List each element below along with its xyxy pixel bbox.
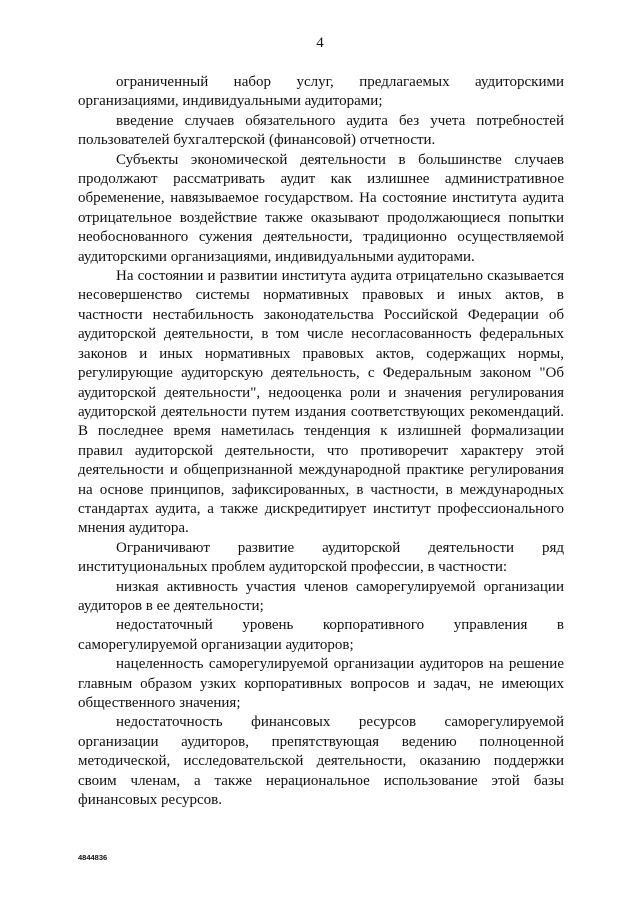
paragraph-institutional-problems: Ограничивают развитие аудиторской деятельности ряд институциональных проблем аудиторской профессии, в частности: [78,539,564,576]
paragraph-mandatory-audit: введение случаев обязательного аудита без учета потребностей пользователей бухгалтерской (финансовой) отчетности. [78,112,564,149]
paragraph-low-activity: низкая активность участия членов саморегулируемой организации аудиторов в ее деятельности; [78,578,564,614]
paragraph-financial-resources: недостаточность финансовых ресурсов саморегулируемой организации аудиторов, препятствующая ведению полноценной методической, исследовательской деятельности, оказанию поддержки своим членам, а также нерациональное использование этой базы финансовых ресурсов. [78,714,564,809]
paragraph-limited-services: ограниченный набор услуг, предлагаемых аудиторскими организациями, индивидуальными аудиторами; [78,74,564,110]
paragraph-regulatory-system: На состоянии и развитии института аудита отрицательно сказывается несовершенство системы нормативных правовых и иных актов, в частности нестабильность законодательства Российской Федерации об аудиторской деятельности, в том числе несогласованность федеральных законов и иных нормативных правовых актов, содержащих нормы, регулирующие аудиторскую деятельность, с Федеральным законом "Об аудиторской деятельности", недооценка роли и значения регулирования аудиторской деятельности путем издания соответствующих рекомендаций. В последнее время наметилась тенденция к излишней формализации правил аудиторской деятельности, что противоречит характеру этой деятельности и общепризнанной международной практике регулирования на основе принципов, зафиксированных, в частности, в международных стандартах аудита, а также дискредитирует институт профессионального мнения аудитора. [78,268,564,537]
document-body [78,73,564,810]
paragraph-narrow-focus: нацеленность саморегулируемой организации аудиторов на решение главным образом узких корпоративных вопросов и задач, не имеющих общественного значения; [78,656,564,711]
document-id: 4844836 [78,853,108,862]
paragraph-corporate-governance: недостаточный уровень корпоративного управления в саморегулируемой организации аудиторов; [78,617,564,653]
paragraph-business-entities: Субъекты экономической деятельности в большинстве случаев продолжают рассматривать аудит как излишнее административное обременение, навязываемое государством. На состояние института аудита отрицательное воздействие также оказывают продолжающиеся попытки необоснованного сужения деятельности, традиционно осуществляемой аудиторскими организациями, индивидуальными аудиторами. [78,151,564,265]
page-number: 4 [316,35,324,51]
